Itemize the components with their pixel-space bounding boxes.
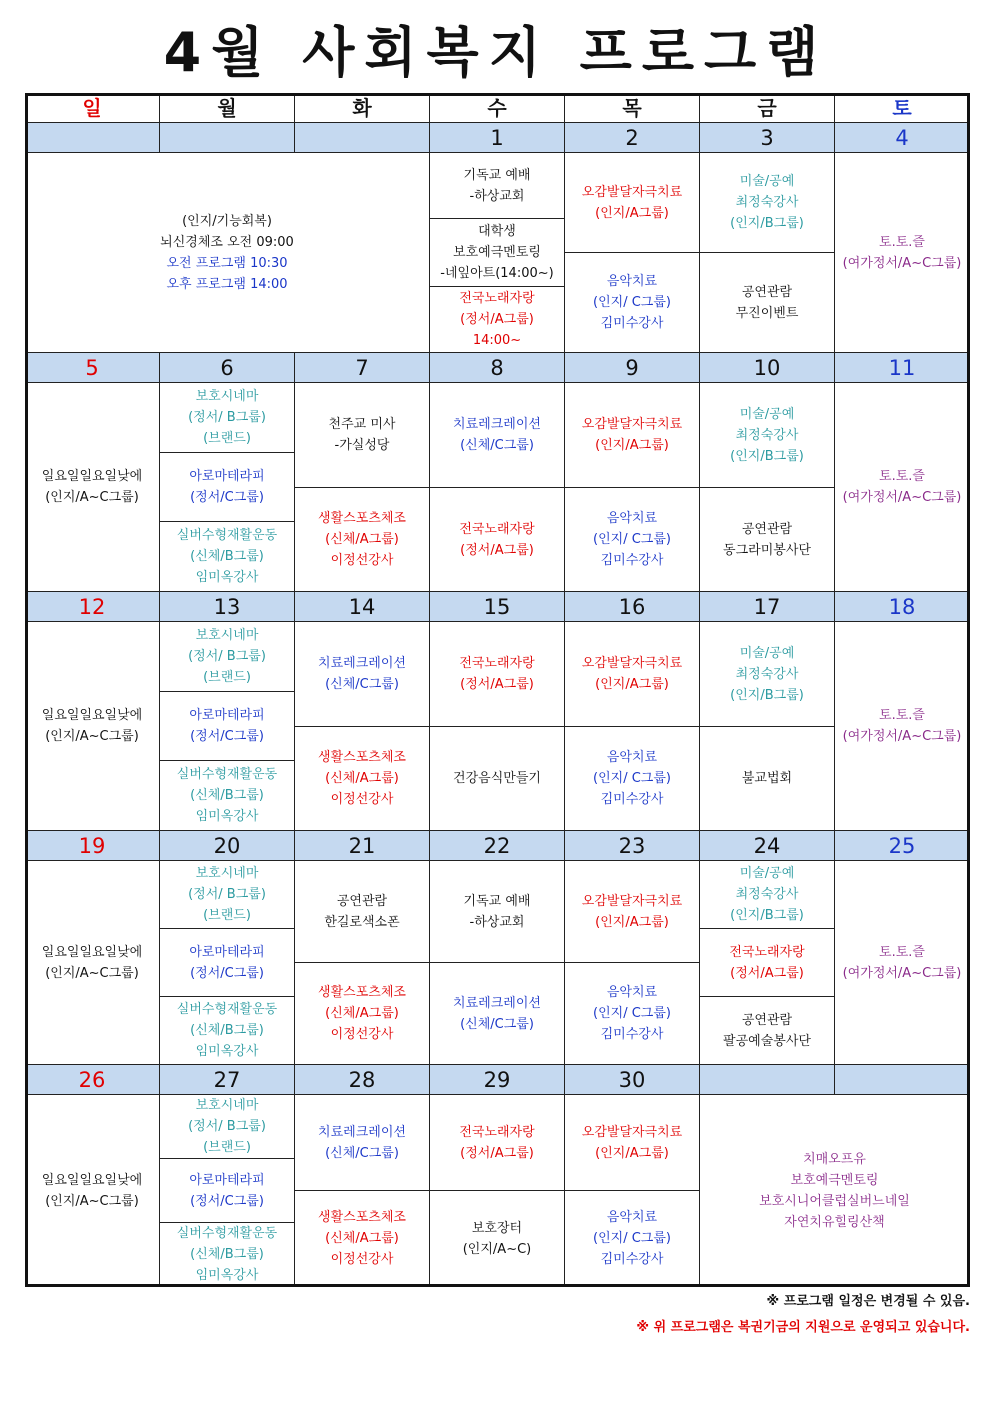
program-line: 오감발달자극치료 xyxy=(581,656,683,671)
weekday-header: 목 xyxy=(565,93,700,123)
program-line: 김미수강사 xyxy=(600,553,664,568)
program-cell xyxy=(295,622,430,727)
date-number: 7 xyxy=(295,353,430,383)
date-number: 1 xyxy=(430,123,565,153)
program-line: 음악치료 xyxy=(606,274,658,289)
date-number: 14 xyxy=(295,592,430,622)
calendar-grid xyxy=(25,93,970,1287)
program-line: 음악치료 xyxy=(606,750,658,765)
program-line: 오감발달자극치료 xyxy=(581,417,683,432)
program-cell xyxy=(565,1191,700,1287)
date-number: 26 xyxy=(25,1065,160,1095)
program-line: 아로마테라피 xyxy=(189,1172,265,1188)
program-line: 뇌신경체조 오전 09:00 xyxy=(160,234,294,250)
weekday-header: 토 xyxy=(835,93,970,123)
program-line: 보호시네마 xyxy=(195,389,259,404)
program-line: (인지/기능회복) xyxy=(182,213,272,229)
program-cell xyxy=(25,383,160,592)
program-line: (인지/A~C그룹) xyxy=(45,965,139,981)
program-line: (정서/A그룹) xyxy=(460,542,534,558)
program-cell xyxy=(430,287,565,353)
program-line: (정서/A그룹) xyxy=(460,1145,534,1161)
date-number: 3 xyxy=(700,123,835,153)
program-line: 이정선강사 xyxy=(330,1252,394,1267)
date-number: 28 xyxy=(295,1065,430,1095)
program-line: -가실성당 xyxy=(334,438,390,453)
date-number: 24 xyxy=(700,831,835,861)
program-line: 임미옥강사 xyxy=(195,1044,259,1059)
program-cell xyxy=(835,383,970,592)
date-number: 23 xyxy=(565,831,700,861)
program-cell xyxy=(430,963,565,1065)
program-line: 실버수형재활운동 xyxy=(176,767,278,782)
program-cell xyxy=(565,1095,700,1191)
date-number xyxy=(25,123,160,153)
program-cell xyxy=(565,153,700,253)
program-cell xyxy=(430,153,565,219)
program-cell xyxy=(565,861,700,963)
program-cell xyxy=(160,861,295,929)
program-line: (신체/C그룹) xyxy=(460,1016,534,1032)
program-line: (정서/ B그룹) xyxy=(188,649,266,664)
program-line: 생활스포츠체조 xyxy=(318,511,406,526)
program-line: 대학생 xyxy=(478,224,516,239)
program-cell xyxy=(430,1095,565,1191)
program-cell xyxy=(430,727,565,831)
program-line: (여가정서/A~C그룹) xyxy=(842,729,962,744)
program-line: 14:00~ xyxy=(472,333,522,348)
program-line: 임미옥강사 xyxy=(195,1268,259,1283)
program-line: 미술/공예 xyxy=(739,174,795,189)
program-line: 불교법회 xyxy=(741,771,793,786)
program-line: 보호장터 xyxy=(471,1220,523,1236)
program-line: 치료레크레이션 xyxy=(453,417,541,432)
program-line: 무진이벤트 xyxy=(735,305,799,321)
program-cell xyxy=(160,453,295,522)
date-number: 9 xyxy=(565,353,700,383)
program-cell xyxy=(160,929,295,997)
program-cell xyxy=(295,861,430,963)
program-cell xyxy=(565,488,700,592)
program-cell xyxy=(295,1191,430,1287)
program-line: 음악치료 xyxy=(606,985,658,1000)
program-line: 오후 프로그램 14:00 xyxy=(166,276,288,292)
weekday-header: 수 xyxy=(430,93,565,123)
program-line: (정서/A그룹) xyxy=(460,312,534,327)
program-line: 천주교 미사 xyxy=(328,417,396,432)
program-line: 전국노래자랑 xyxy=(729,944,805,960)
date-number: 11 xyxy=(835,353,970,383)
weekday-header: 일 xyxy=(25,93,160,123)
program-line: (신체/B그룹) xyxy=(190,788,264,803)
program-line: (정서/A그룹) xyxy=(460,677,534,692)
program-line: 이정선강사 xyxy=(330,1027,394,1042)
date-number: 22 xyxy=(430,831,565,861)
program-line: (인지/A~C그룹) xyxy=(45,729,139,744)
program-line: 공연관람 xyxy=(741,284,793,300)
date-number xyxy=(835,1065,970,1095)
program-cell xyxy=(160,761,295,831)
program-line: (신체/B그룹) xyxy=(190,1247,264,1262)
program-line: (신체/C그룹) xyxy=(460,438,534,453)
program-line: (신체/A그룹) xyxy=(325,1006,399,1021)
program-cell xyxy=(700,153,835,253)
program-line: 보호예극멘토링 xyxy=(790,1172,879,1188)
program-line: (인지/B그룹) xyxy=(730,216,804,231)
program-line: 음악치료 xyxy=(606,1210,658,1225)
date-number: 2 xyxy=(565,123,700,153)
program-cell xyxy=(160,522,295,592)
program-cell xyxy=(160,1159,295,1223)
program-line: (정서/C그룹) xyxy=(190,490,264,505)
program-line: 토.토.즐 xyxy=(879,234,925,250)
program-line: 치료레크레이션 xyxy=(318,1124,406,1140)
program-line: 김미수강사 xyxy=(600,316,664,331)
program-line: (인지/A그룹) xyxy=(595,205,669,221)
footer-note-change: ※ 프로그램 일정은 변경될 수 있음. xyxy=(766,1294,970,1309)
program-line: 최정숙강사 xyxy=(735,195,799,210)
program-line: (인지/A그룹) xyxy=(595,914,669,930)
program-line: 팔공예술봉사단 xyxy=(723,1033,811,1049)
footer-note-funding: ※ 위 프로그램은 복권기금의 지원으로 운영되고 있습니다. xyxy=(636,1320,970,1335)
program-line: (정서/C그룹) xyxy=(190,1193,264,1209)
program-line: 토.토.즐 xyxy=(879,944,925,960)
program-cell xyxy=(25,622,160,831)
program-cell xyxy=(835,861,970,1065)
program-line: (인지/ C그룹) xyxy=(593,1231,671,1246)
program-line: 보호시네마 xyxy=(195,866,259,881)
program-line: (정서/ B그룹) xyxy=(188,1119,266,1134)
program-line: 전국노래자랑 xyxy=(459,291,535,306)
program-cell xyxy=(160,692,295,761)
program-line: 생활스포츠체조 xyxy=(318,1210,406,1225)
program-line: (정서/ B그룹) xyxy=(188,410,266,425)
program-cell xyxy=(700,997,835,1065)
program-line: 실버수형재활운동 xyxy=(176,528,278,543)
weekday-header: 화 xyxy=(295,93,430,123)
program-cell xyxy=(700,253,835,353)
program-cell xyxy=(430,488,565,592)
program-line: 동그라미봉사단 xyxy=(723,542,811,558)
date-number: 17 xyxy=(700,592,835,622)
program-line: 아로마테라피 xyxy=(189,469,265,484)
program-line: 보호시네마 xyxy=(195,1098,259,1113)
program-cell xyxy=(160,383,295,453)
program-line: 최정숙강사 xyxy=(735,887,799,902)
program-line: 자연치유힐링산책 xyxy=(784,1214,885,1230)
program-line: 기독교 예배 xyxy=(463,893,531,909)
program-cell xyxy=(700,383,835,488)
program-line: 치료레크레이션 xyxy=(453,995,541,1011)
program-line: (인지/A~C그룹) xyxy=(45,490,139,505)
program-line: 일요일일요일낮에 xyxy=(41,469,143,484)
program-line: (신체/A그룹) xyxy=(325,1231,399,1246)
program-line: (인지/A그룹) xyxy=(595,1145,669,1161)
program-cell xyxy=(160,1095,295,1159)
program-line: 오감발달자극치료 xyxy=(581,184,683,200)
program-line: (인지/ C그룹) xyxy=(593,532,671,547)
program-line: 공연관람 xyxy=(336,893,388,909)
program-line: (인지/A그룹) xyxy=(595,438,669,453)
program-cell xyxy=(565,383,700,488)
program-line: 전국노래자랑 xyxy=(459,1124,535,1140)
date-number: 4 xyxy=(835,123,970,153)
program-line: 생활스포츠체조 xyxy=(318,750,406,765)
program-line: 치료레크레이션 xyxy=(318,656,406,671)
program-line: (신체/C그룹) xyxy=(325,1145,399,1161)
program-cell xyxy=(25,153,430,353)
program-line: (브랜드) xyxy=(203,908,251,923)
program-cell xyxy=(295,488,430,592)
program-line: (인지/ C그룹) xyxy=(593,771,671,786)
program-cell xyxy=(295,383,430,488)
program-line: (인지/B그룹) xyxy=(730,448,804,464)
date-number: 5 xyxy=(25,353,160,383)
date-number xyxy=(160,123,295,153)
program-line: 오전 프로그램 10:30 xyxy=(166,255,288,271)
program-line: (브랜드) xyxy=(203,1140,251,1155)
program-line: 토.토.즐 xyxy=(879,708,925,723)
program-line: 한길로색소폰 xyxy=(324,914,400,930)
program-line: (브랜드) xyxy=(203,670,251,685)
program-line: 보호시니어클럽실버느네일 xyxy=(759,1193,910,1209)
date-number: 13 xyxy=(160,592,295,622)
program-cell xyxy=(700,488,835,592)
program-cell xyxy=(295,1095,430,1191)
program-line: (인지/ C그룹) xyxy=(593,1006,671,1021)
program-line: 임미옥강사 xyxy=(195,570,259,585)
program-line: 미술/공예 xyxy=(739,866,795,881)
date-number: 19 xyxy=(25,831,160,861)
program-line: 임미옥강사 xyxy=(195,809,259,824)
program-line: 최정숙강사 xyxy=(735,666,799,682)
program-cell xyxy=(700,861,835,929)
program-line: 건강음식만들기 xyxy=(453,771,541,786)
program-line: (신체/B그룹) xyxy=(190,549,264,564)
program-cell xyxy=(700,929,835,997)
program-line: 일요일일요일낮에 xyxy=(41,944,143,960)
program-cell xyxy=(430,219,565,287)
date-number: 21 xyxy=(295,831,430,861)
program-cell xyxy=(295,963,430,1065)
date-number: 8 xyxy=(430,353,565,383)
program-line: (정서/ B그룹) xyxy=(188,887,266,902)
program-line: (여가정서/A~C그룹) xyxy=(842,490,962,505)
program-cell xyxy=(430,861,565,963)
program-cell xyxy=(160,997,295,1065)
program-line: (신체/C그룹) xyxy=(325,677,399,692)
program-line: -네잎아트(14:00~) xyxy=(440,266,554,281)
program-line: 미술/공예 xyxy=(739,645,795,661)
program-line: (인지/A~C그룹) xyxy=(45,1193,139,1209)
program-cell xyxy=(700,1095,970,1287)
program-cell xyxy=(430,622,565,727)
date-number: 12 xyxy=(25,592,160,622)
program-line: 김미수강사 xyxy=(600,1252,664,1267)
date-number xyxy=(700,1065,835,1095)
program-line: 김미수강사 xyxy=(600,1027,664,1042)
program-line: -하상교회 xyxy=(469,188,525,204)
program-line: 보호시네마 xyxy=(195,628,259,643)
program-cell xyxy=(25,861,160,1065)
date-number: 30 xyxy=(565,1065,700,1095)
program-line: 토.토.즐 xyxy=(879,469,925,484)
program-cell xyxy=(835,622,970,831)
program-cell xyxy=(25,1095,160,1287)
date-number: 16 xyxy=(565,592,700,622)
program-line: (인지/A그룹) xyxy=(595,677,669,692)
program-cell xyxy=(160,1223,295,1287)
program-cell xyxy=(430,1191,565,1287)
program-line: 음악치료 xyxy=(606,511,658,526)
program-line: 기독교 예배 xyxy=(463,167,531,183)
program-cell xyxy=(295,727,430,831)
program-line: 일요일일요일낮에 xyxy=(41,1172,143,1188)
program-line: 이정선강사 xyxy=(330,553,394,568)
program-line: 오감발달자극치료 xyxy=(581,893,683,909)
program-line: 실버수형재활운동 xyxy=(176,1002,278,1017)
program-line: 오감발달자극치료 xyxy=(581,1124,683,1140)
program-cell xyxy=(565,253,700,353)
program-line: (정서/C그룹) xyxy=(190,965,264,981)
program-cell xyxy=(565,622,700,727)
program-line: 전국노래자랑 xyxy=(459,521,535,537)
program-line: 생활스포츠체조 xyxy=(318,985,406,1000)
program-line: 공연관람 xyxy=(741,521,793,537)
program-line: 보호예극멘토링 xyxy=(453,245,541,260)
date-number: 15 xyxy=(430,592,565,622)
program-line: (정서/C그룹) xyxy=(190,729,264,744)
program-line: 이정선강사 xyxy=(330,792,394,807)
program-cell xyxy=(700,622,835,727)
program-line: (신체/A그룹) xyxy=(325,771,399,786)
weekday-header: 금 xyxy=(700,93,835,123)
program-line: 미술/공예 xyxy=(739,406,795,422)
date-number: 29 xyxy=(430,1065,565,1095)
program-line: (인지/B그룹) xyxy=(730,687,804,703)
date-number: 18 xyxy=(835,592,970,622)
date-number: 27 xyxy=(160,1065,295,1095)
program-line: 아로마테라피 xyxy=(189,944,265,960)
date-number: 10 xyxy=(700,353,835,383)
program-cell xyxy=(835,153,970,353)
weekday-header: 월 xyxy=(160,93,295,123)
program-line: 최정숙강사 xyxy=(735,427,799,443)
program-line: 아로마테라피 xyxy=(189,708,265,723)
program-cell xyxy=(565,727,700,831)
date-number: 6 xyxy=(160,353,295,383)
date-number: 25 xyxy=(835,831,970,861)
page-title: 4월 사회복지 프로그램 xyxy=(163,21,829,84)
program-line: 전국노래자랑 xyxy=(459,656,535,671)
program-line: (여가정서/A~C그룹) xyxy=(842,255,962,271)
program-line: 김미수강사 xyxy=(600,792,664,807)
program-line: (신체/A그룹) xyxy=(325,532,399,547)
program-line: (신체/B그룹) xyxy=(190,1023,264,1038)
date-number xyxy=(295,123,430,153)
program-line: (인지/A~C) xyxy=(462,1241,532,1257)
program-line: (여가정서/A~C그룹) xyxy=(842,965,962,981)
program-cell xyxy=(430,383,565,488)
program-line: (정서/A그룹) xyxy=(730,965,804,981)
program-cell xyxy=(565,963,700,1065)
program-line: 공연관람 xyxy=(741,1012,793,1028)
program-line: 실버수형재활운동 xyxy=(176,1226,278,1241)
program-line: -하상교회 xyxy=(469,914,525,930)
program-line: (브랜드) xyxy=(203,431,251,446)
program-cell xyxy=(700,727,835,831)
program-line: 일요일일요일낮에 xyxy=(41,708,143,723)
program-line: (인지/ C그룹) xyxy=(593,295,671,310)
program-line: (인지/B그룹) xyxy=(730,908,804,923)
program-line: 치매오프유 xyxy=(803,1151,866,1167)
program-cell xyxy=(160,622,295,692)
date-number: 20 xyxy=(160,831,295,861)
